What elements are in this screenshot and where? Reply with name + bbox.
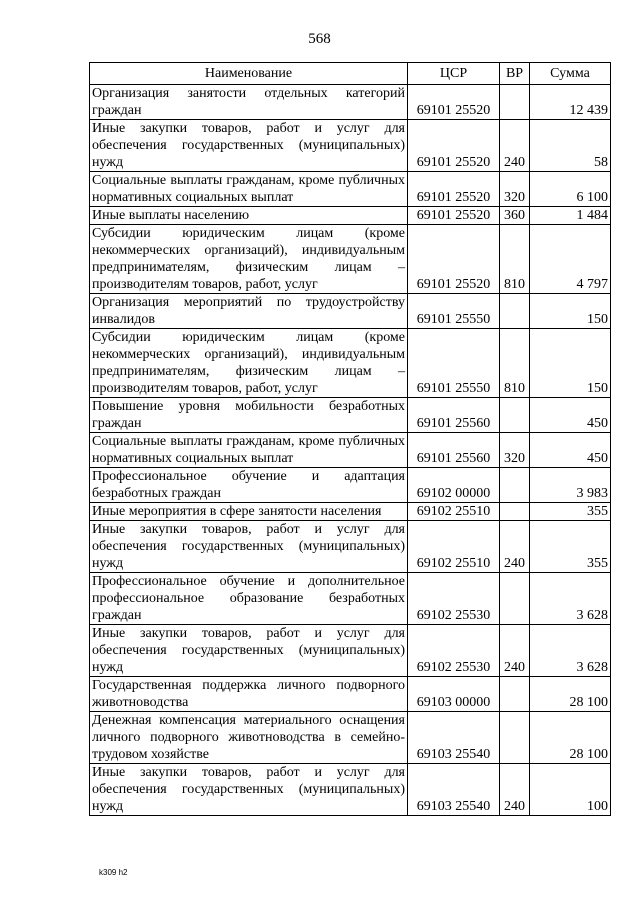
row-sum: 58 <box>530 120 611 172</box>
table-row <box>90 207 611 225</box>
row-vr: 240 <box>500 521 530 573</box>
row-sum: 150 <box>530 294 611 329</box>
row-vr <box>500 503 530 521</box>
row-vr: 240 <box>500 625 530 677</box>
budget-table <box>89 62 611 816</box>
row-sum: 6 100 <box>530 172 611 207</box>
row-vr <box>500 712 530 764</box>
row-name: Организация мероприятий по трудоустройству инвалидов <box>90 294 408 329</box>
row-csr: 69102 25510 <box>408 521 500 573</box>
row-vr: 810 <box>500 225 530 294</box>
row-name: Субсидии юридическим лицам (кроме некоммерческих организаций), индивидуальным предпринимателям, физическим лицам – производителям товаров, работ, услуг <box>90 225 408 294</box>
row-name: Иные закупки товаров, работ и услуг для обеспечения государственных (муниципальных) нужд <box>90 120 408 172</box>
header-vr: ВР <box>500 63 530 85</box>
row-csr: 69103 00000 <box>408 677 500 712</box>
row-vr <box>500 398 530 433</box>
row-name: Иные мероприятия в сфере занятости населения <box>90 503 408 521</box>
row-csr: 69103 25540 <box>408 712 500 764</box>
row-vr <box>500 468 530 503</box>
row-sum: 12 439 <box>530 85 611 120</box>
table-row <box>90 398 611 433</box>
table-row <box>90 468 611 503</box>
row-csr: 69102 25530 <box>408 573 500 625</box>
table-row <box>90 573 611 625</box>
row-sum: 1 484 <box>530 207 611 225</box>
row-sum: 100 <box>530 764 611 816</box>
row-csr: 69101 25520 <box>408 225 500 294</box>
table-row <box>90 225 611 294</box>
page-number: 568 <box>308 31 331 47</box>
row-name: Иные закупки товаров, работ и услуг для обеспечения государственных (муниципальных) нужд <box>90 764 408 816</box>
table-row <box>90 521 611 573</box>
row-csr: 69103 25540 <box>408 764 500 816</box>
row-sum: 450 <box>530 398 611 433</box>
table-row <box>90 433 611 468</box>
row-vr: 320 <box>500 172 530 207</box>
table-row <box>90 329 611 398</box>
row-name: Профессиональное обучение и адаптация безработных граждан <box>90 468 408 503</box>
row-sum: 3 628 <box>530 573 611 625</box>
table-row <box>90 503 611 521</box>
row-sum: 3 628 <box>530 625 611 677</box>
row-vr: 320 <box>500 433 530 468</box>
row-csr: 69102 25510 <box>408 503 500 521</box>
row-vr <box>500 294 530 329</box>
row-name: Организация занятости отдельных категорий граждан <box>90 85 408 120</box>
row-sum: 3 983 <box>530 468 611 503</box>
row-name: Социальные выплаты гражданам, кроме публичных нормативных социальных выплат <box>90 433 408 468</box>
row-sum: 450 <box>530 433 611 468</box>
row-vr: 240 <box>500 120 530 172</box>
row-name: Субсидии юридическим лицам (кроме некоммерческих организаций), индивидуальным предпринимателям, физическим лицам – производителям товаров, работ, услуг <box>90 329 408 398</box>
row-csr: 69101 25520 <box>408 207 500 225</box>
header-name: Наименование <box>90 63 408 85</box>
row-vr <box>500 677 530 712</box>
table-row <box>90 677 611 712</box>
row-name: Иные закупки товаров, работ и услуг для обеспечения государственных (муниципальных) нужд <box>90 625 408 677</box>
row-name: Денежная компенсация материального оснащения личного подворного животноводства в семейно-трудовом хозяйстве <box>90 712 408 764</box>
row-sum: 4 797 <box>530 225 611 294</box>
row-name: Государственная поддержка личного подворного животноводства <box>90 677 408 712</box>
row-csr: 69101 25560 <box>408 398 500 433</box>
row-csr: 69102 25530 <box>408 625 500 677</box>
row-csr: 69101 25550 <box>408 329 500 398</box>
row-vr: 360 <box>500 207 530 225</box>
table-row <box>90 712 611 764</box>
row-sum: 355 <box>530 503 611 521</box>
table-row <box>90 172 611 207</box>
row-csr: 69101 25520 <box>408 85 500 120</box>
table-row <box>90 764 611 816</box>
row-sum: 150 <box>530 329 611 398</box>
header-sum: Сумма <box>530 63 611 85</box>
row-csr: 69101 25560 <box>408 433 500 468</box>
row-name: Социальные выплаты гражданам, кроме публичных нормативных социальных выплат <box>90 172 408 207</box>
row-name: Профессиональное обучение и дополнительное профессиональное образование безработных граждан <box>90 573 408 625</box>
row-vr: 810 <box>500 329 530 398</box>
row-sum: 28 100 <box>530 712 611 764</box>
row-name: Иные закупки товаров, работ и услуг для обеспечения государственных (муниципальных) нужд <box>90 521 408 573</box>
row-vr: 240 <box>500 764 530 816</box>
row-name: Повышение уровня мобильности безработных граждан <box>90 398 408 433</box>
row-csr: 69101 25520 <box>408 172 500 207</box>
table-row <box>90 625 611 677</box>
footer-code: k309 h2 <box>99 868 128 877</box>
table-row <box>90 294 611 329</box>
row-vr <box>500 573 530 625</box>
table-row <box>90 85 611 120</box>
row-sum: 355 <box>530 521 611 573</box>
table-row <box>90 120 611 172</box>
row-csr: 69101 25520 <box>408 120 500 172</box>
row-vr <box>500 85 530 120</box>
row-csr: 69101 25550 <box>408 294 500 329</box>
row-name: Иные выплаты населению <box>90 207 408 225</box>
row-sum: 28 100 <box>530 677 611 712</box>
table-header-row <box>90 63 611 85</box>
row-csr: 69102 00000 <box>408 468 500 503</box>
header-csr: ЦСР <box>408 63 500 85</box>
